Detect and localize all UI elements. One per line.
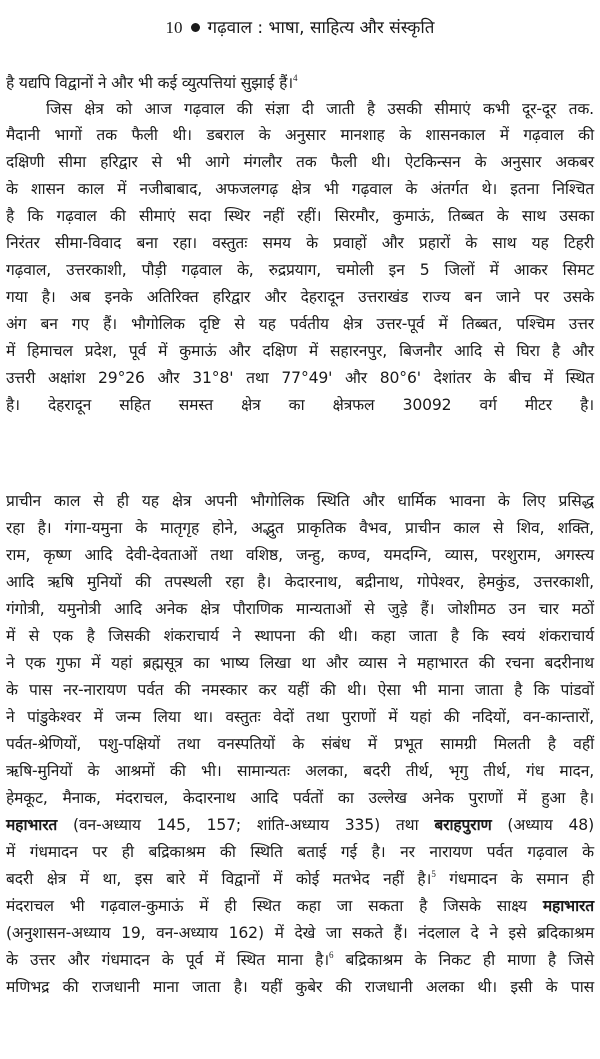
text-line: निरंतर सीमा-विवाद बना रहा। वस्तुतः समय के प्रवाहों और प्रहारों के साथ यह टिहरी [6,234,594,252]
text-line: ने एक गुफा में यहां ब्रह्मसूत्र का भाष्य लिखा था और व्यास ने महाभारत की रचना बदरीनाथ [6,654,594,672]
text-line: है यद्यपि विद्वानों ने और भी कई व्युत्पत्तियां सुझाई हैं।$^4$ [6,73,298,92]
cited-work-title: बराहपुराण [434,816,492,834]
text-line: दक्षिणी सीमा हरिद्वार से भी आगे मंगलौर तक फैली थी। ऐटकिन्सन के अनुसार अकबर [6,153,594,171]
text-line: (अनुशासन-अध्याय 19, वन-अध्याय 162) में देखे जा सकते हैं। नंदलाल दे ने इसे ब्रदिकाश्रम [6,924,594,942]
text-line: उत्तरी अक्षांश 29°26 और 31°8' तथा 77°49' और 80°6' देशांतर के बीच में स्थित [6,369,594,387]
text-line: बदरी क्षेत्र में था, इस बारे में विद्वानों में कोई मतभेद नहीं है।$^5$ गंधमादन के समान ही [6,869,594,888]
text-line: आदि ऋषि मुनियों की तपस्थली रहा है। केदारनाथ, बद्रीनाथ, गोपेश्वर, हेमकुंड, उत्तरकाशी, [6,573,594,591]
text-line: मणिभद्र की राजधानी माना जाता है। यहीं कुबेर की राजधानी अलका थी। इसी के पास [6,978,594,996]
text-line: में हिमाचल प्रदेश, पूर्व में कुमाऊं और दक्षिण में सहारनपुर, बिजनौर आदि से घिरा है और [6,342,594,360]
text-line: ने पांडुकेश्वर में जन्म लिया था। वस्तुतः वेदों तथा पुराणों में यहां की नदियों, वन-कान्तारों, [6,708,594,726]
text-line: पर्वत-श्रेणियों, पशु-पक्षियों तथा वनस्पतियों के संबंध में प्रभूत सामग्री मिलती है वहीं [6,735,594,753]
text-line: महाभारत (वन-अध्याय 145, 157; शांति-अध्याय 335) तथा बराहपुराण (अध्याय 48) [6,816,594,834]
text-line: मंदराचल भी गढ़वाल-कुमाऊं में ही स्थित कहा जा सकता है जिसके साक्ष्य महाभारत [6,897,594,915]
bullet-icon [191,23,200,32]
running-header [0,14,600,42]
cited-work-title: महाभारत [542,897,594,915]
footnote-marker: 4 [292,73,298,83]
text-line: के पास नर-नारायण पर्वत की नमस्कार कर यहीं की थी। ऐसा भी माना जाता है कि पांडवों [6,681,594,699]
text-line: है कि गढ़वाल की सीमाएं सदा स्थिर नहीं रहीं। सिरमौर, कुमाऊं, तिब्बत के साथ उसका [6,207,594,225]
text-line: है। देहरादून सहित समस्त क्षेत्र का क्षेत्रफल 30092 वर्ग मीटर है। [6,396,594,414]
text-line: ऋषि-मुनियों के आश्रमों की भी। सामान्यतः अलका, बदरी तीर्थ, भृगु तीर्थ, गंध मादन, [6,762,594,780]
text-line: गढ़वाल, उत्तरकाशी, पौड़ी गढ़वाल के, रुद्रप्रयाग, चमोली इन 5 जिलों में आकर सिमट [6,261,594,279]
text-line: हेमकूट, मैनाक, मंदराचल, केदारनाथ आदि पर्वतों का उल्लेख अनेक पुराणों में हुआ है। [6,789,594,807]
text-line: प्राचीन काल से ही यह क्षेत्र अपनी भौगोलिक स्थिति और धार्मिक भावना के लिए प्रसिद्ध [6,492,594,510]
text-line: जिस क्षेत्र को आज गढ़वाल की संज्ञा दी जाती है उसकी सीमाएं कभी दूर-दूर तक. [46,100,594,118]
text-line: मैदानी भागों तक फैली थी। डबराल के अनुसार मानशाह के शासनकाल में गढ़वाल की [6,126,594,144]
text-line: अंग बन गए हैं। भौगोलिक दृष्टि से यह पर्वतीय क्षेत्र उत्तर-पूर्व में तिब्बत, पश्चिम उत्तर [6,315,594,333]
page-number: 10 [165,18,183,37]
book-title: गढ़वाल : भाषा, साहित्य और संस्कृति [207,18,435,38]
text-line: में गंधमादन पर ही बद्रिकाश्रम की स्थिति बताई गई है। नर नारायण पर्वत गढ़वाल के [6,843,594,861]
text-line: के उत्तर और गंधमादन के पूर्व में स्थित माना है।$^6$ बद्रिकाश्रम के निकट ही माणा है जिसे [6,950,594,969]
text-line [6,419,594,445]
footnote-marker: 6 [329,950,334,960]
text-line: के शासन काल में नजीबाबाद, अफजलगढ़ क्षेत्र भी गढ़वाल के अंतर्गत थे। इतना निश्चित [6,180,594,198]
text-line: राम, कृष्ण आदि देवी-देवताओं तथा वशिष्ठ, जन्हु, कण्व, यमदग्नि, व्यास, परशुराम, अगस्त्य [6,546,594,564]
text-line: गया है। अब इनके अतिरिक्त हरिद्वार और देहरादून उत्तराखंड राज्य बन जाने पर उसके [6,288,594,306]
footnote-marker: 5 [431,869,436,879]
text-line: में से एक है जिसकी शंकराचार्य ने स्थापना की थी। कहा जाता है कि स्वयं शंकराचार्य [6,627,594,645]
text-line: गंगोत्री, यमुनोत्री आदि अनेक क्षेत्र पौराणिक मान्यताओं से जुड़े हैं। जोशीमठ उन चार मठों [6,600,594,618]
cited-work-title: महाभारत [6,816,58,834]
text-line: रहा है। गंगा-यमुना के मातृगृह होने, अद्भुत प्राकृतिक वैभव, प्राचीन काल से शिव, शक्ति, [6,519,594,537]
